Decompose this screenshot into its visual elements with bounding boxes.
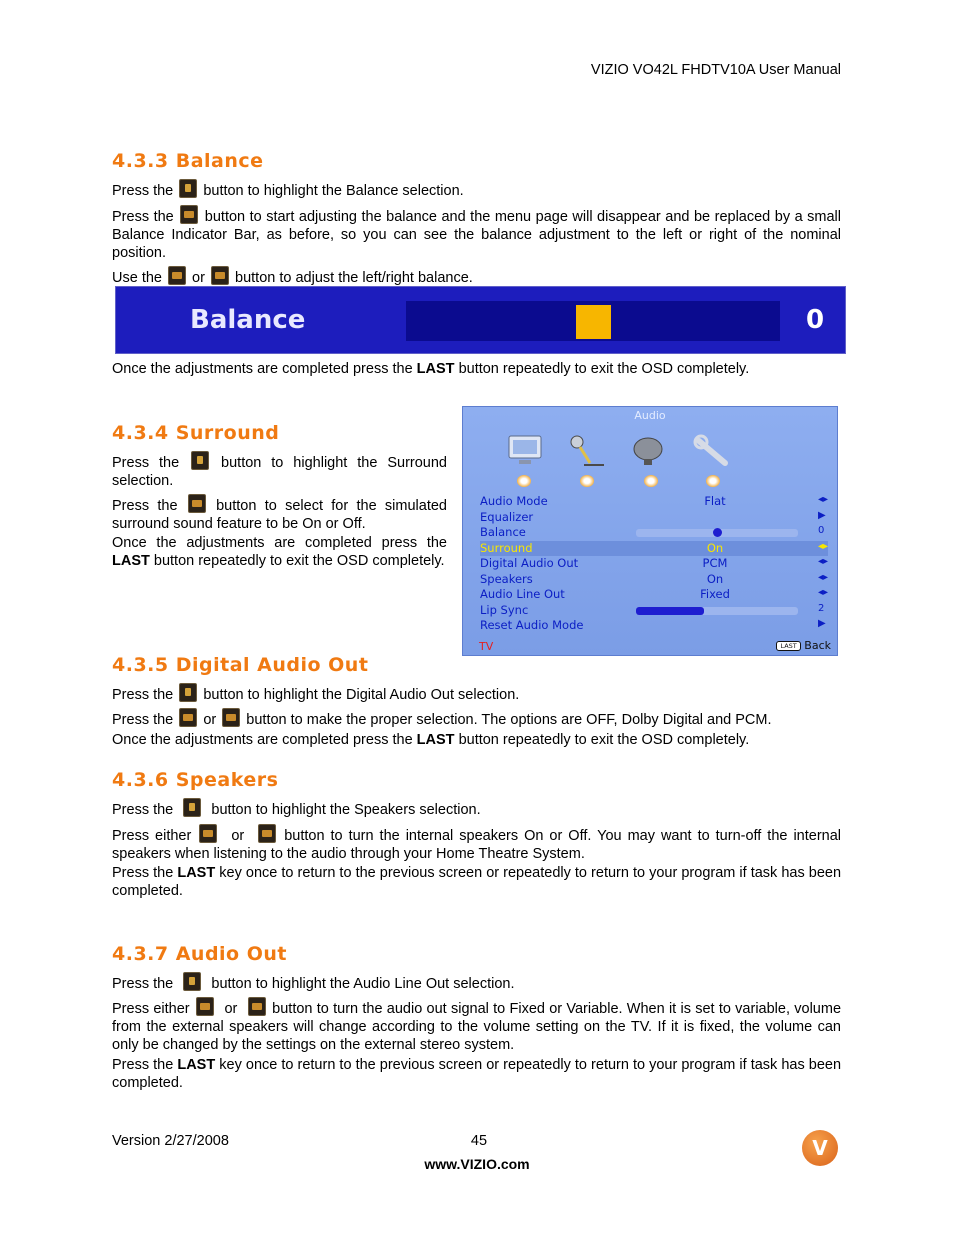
osd-item-label: Digital Audio Out bbox=[480, 556, 579, 570]
footer-url[interactable]: www.VIZIO.com bbox=[424, 1156, 530, 1172]
channel-button-icon bbox=[183, 798, 201, 817]
osd-menu-item-audio-line-out[interactable] bbox=[480, 587, 828, 602]
paragraph-digital-audio-1: Press the button to highlight the Digital Audio Out selection. bbox=[112, 683, 841, 704]
osd-menu-item-audio-mode[interactable] bbox=[480, 494, 828, 509]
osd-menu-item-lip-sync[interactable] bbox=[480, 603, 828, 618]
volume-left-button-icon bbox=[196, 997, 214, 1016]
osd-item-arrow-icon: 2 bbox=[818, 602, 825, 614]
osd-menu-item-equalizer[interactable] bbox=[480, 510, 828, 525]
paragraph-audio-out-3: Press the LAST key once to return to the previous screen or repeatedly to return to your program if task has been completed. bbox=[112, 1057, 842, 1091]
channel-button-icon bbox=[179, 683, 197, 702]
menu-indicator-icon bbox=[644, 475, 658, 487]
page-number: 45 bbox=[470, 1133, 488, 1149]
volume-right-button-icon bbox=[188, 494, 206, 513]
osd-item-label: Reset Audio Mode bbox=[480, 618, 584, 632]
osd-menu-item-speakers[interactable] bbox=[480, 572, 828, 587]
heading-audio-out: 4.3.7 Audio Out bbox=[112, 943, 287, 965]
menu-indicator-icon bbox=[706, 475, 720, 487]
osd-item-arrow-icon: ◂▸ bbox=[818, 540, 829, 552]
manual-title: VIZIO VO42L FHDTV10A User Manual bbox=[590, 62, 841, 78]
paragraph-balance-3: Use the or button to adjust the left/right balance. bbox=[112, 266, 841, 287]
balance-bar-label: Balance bbox=[190, 305, 306, 335]
microphone-icon bbox=[566, 433, 606, 469]
paragraph-audio-out-1: Press the button to highlight the Audio Line Out selection. bbox=[112, 972, 841, 993]
volume-right-button-icon bbox=[258, 824, 276, 843]
footer-version: Version 2/27/2008 bbox=[112, 1133, 229, 1149]
osd-item-value: On bbox=[706, 571, 724, 586]
osd-menu-item-reset-audio-mode[interactable] bbox=[480, 618, 828, 633]
vizio-logo: V bbox=[802, 1130, 838, 1166]
osd-menu-item-digital-audio-out[interactable] bbox=[480, 556, 828, 571]
audio-osd-menu bbox=[462, 406, 838, 656]
menu-indicator-icon bbox=[517, 475, 531, 487]
balance-indicator-bar bbox=[115, 286, 846, 354]
osd-level-bar bbox=[636, 529, 798, 537]
paragraph-surround-1: Press the button to highlight the Surround selection. bbox=[112, 451, 447, 490]
osd-item-label: Speakers bbox=[480, 571, 533, 586]
osd-back-button[interactable]: LAST Back bbox=[776, 639, 831, 652]
paragraph-balance-2: Press the button to start adjusting the balance and the menu page will disappear and be replaced by a small Balance Indicator Bar, as before, so you can see the balance adjustment to the left or right of the nominal position. bbox=[112, 205, 841, 262]
satellite-dish-icon bbox=[630, 433, 670, 469]
heading-surround: 4.3.4 Surround bbox=[112, 422, 280, 444]
tv-icon bbox=[505, 433, 545, 469]
osd-item-arrow-icon: ▶ bbox=[818, 618, 826, 629]
osd-level-fill bbox=[636, 607, 704, 615]
osd-item-value: Flat bbox=[704, 494, 726, 508]
osd-item-value: On bbox=[706, 540, 724, 555]
osd-item-value: PCM bbox=[702, 556, 728, 570]
osd-level-marker bbox=[713, 528, 722, 537]
osd-title: Audio bbox=[634, 409, 666, 422]
balance-bar-value: 0 bbox=[806, 305, 825, 335]
balance-bar-knob bbox=[576, 305, 611, 339]
osd-menu-item-surround[interactable] bbox=[480, 541, 828, 556]
paragraph-balance-4: Once the adjustments are completed press the LAST button repeatedly to exit the OSD completely. bbox=[112, 361, 750, 377]
volume-left-button-icon bbox=[199, 824, 217, 843]
osd-item-arrow-icon: ◂▸ bbox=[818, 556, 829, 567]
paragraph-audio-out-2: Press either or button to turn the audio out signal to Fixed or Variable. When it is set to variable, volume from the external speakers will change according to the volume setting on the TV. If it is fixed, the volume can only be changed by the settings on the external stereo system. bbox=[112, 997, 841, 1054]
osd-item-label: Audio Line Out bbox=[480, 587, 565, 601]
osd-input-source: TV bbox=[479, 640, 494, 653]
osd-item-arrow-icon: ◂▸ bbox=[818, 571, 829, 583]
paragraph-surround-2: Press the button to select for the simulated surround sound feature to be On or Off. bbox=[112, 494, 447, 533]
channel-button-icon bbox=[191, 451, 209, 470]
paragraph-balance-1: Press the button to highlight the Balance selection. bbox=[112, 179, 841, 200]
heading-balance: 4.3.3 Balance bbox=[112, 150, 264, 172]
volume-right-button-icon bbox=[180, 205, 198, 224]
osd-item-label: Balance bbox=[480, 525, 526, 539]
volume-right-button-icon bbox=[248, 997, 266, 1016]
osd-item-value: Fixed bbox=[700, 587, 730, 601]
paragraph-speakers-1: Press the button to highlight the Speakers selection. bbox=[112, 798, 841, 819]
channel-button-icon bbox=[179, 179, 197, 198]
osd-level-bar bbox=[636, 607, 798, 615]
osd-item-label: Surround bbox=[480, 540, 533, 555]
wrench-icon bbox=[693, 433, 733, 469]
paragraph-surround-3: Once the adjustments are completed press the LAST button repeatedly to exit the OSD completely. bbox=[112, 535, 447, 569]
paragraph-digital-audio-2: Press the or button to make the proper selection. The options are OFF, Dolby Digital and PCM. bbox=[112, 708, 841, 729]
osd-item-arrow-icon: ◂▸ bbox=[818, 587, 829, 598]
menu-indicator-icon bbox=[580, 475, 594, 487]
osd-item-arrow-icon: ▶ bbox=[818, 509, 826, 521]
paragraph-speakers-2: Press either or button to turn the internal speakers On or Off. You may want to turn-off the internal speakers when listening to the audio through your Home Theatre System. bbox=[112, 824, 841, 863]
osd-item-arrow-icon: 0 bbox=[818, 525, 825, 536]
heading-speakers: 4.3.6 Speakers bbox=[112, 769, 279, 791]
osd-item-arrow-icon: ◂▸ bbox=[818, 494, 829, 505]
volume-right-button-icon bbox=[211, 266, 229, 285]
paragraph-speakers-3: Press the LAST key once to return to the previous screen or repeatedly to return to your program if task has been completed. bbox=[112, 865, 842, 899]
volume-left-button-icon bbox=[179, 708, 197, 727]
heading-digital-audio-out: 4.3.5 Digital Audio Out bbox=[112, 654, 369, 676]
last-key-icon: LAST bbox=[776, 641, 800, 651]
channel-button-icon bbox=[183, 972, 201, 991]
volume-left-button-icon bbox=[168, 266, 186, 285]
osd-item-label: Lip Sync bbox=[480, 602, 529, 617]
osd-menu-item-balance[interactable] bbox=[480, 525, 828, 540]
volume-right-button-icon bbox=[222, 708, 240, 727]
paragraph-digital-audio-3: Once the adjustments are completed press the LAST button repeatedly to exit the OSD completely. bbox=[112, 732, 750, 748]
osd-item-label: Audio Mode bbox=[480, 494, 548, 508]
osd-item-label: Equalizer bbox=[480, 509, 534, 524]
